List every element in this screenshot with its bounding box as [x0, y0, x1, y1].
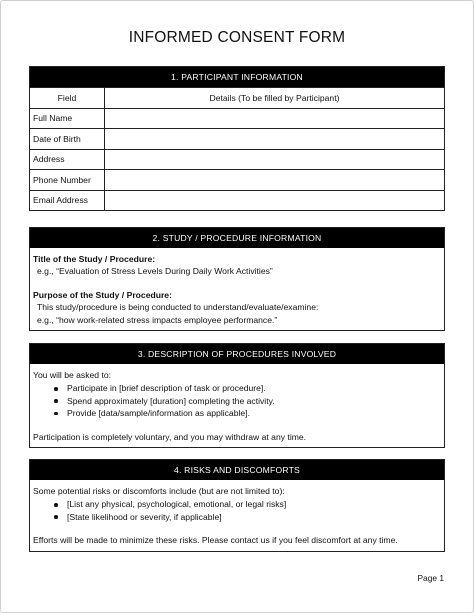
study-purpose-label: Purpose of the Study / Procedure: — [33, 289, 172, 300]
list-item: Provide [data/sample/information as applicable]. — [67, 407, 441, 419]
section-3-heading: 3. DESCRIPTION OF PROCEDURES INVOLVED — [30, 344, 444, 364]
risks-section — [29, 459, 445, 552]
page-number: Page 1 — [417, 573, 444, 583]
table-row — [30, 149, 444, 170]
risks-list — [33, 498, 441, 523]
section-4-heading: 4. RISKS AND DISCOMFORTS — [30, 460, 444, 480]
study-information-section — [29, 227, 445, 331]
table-header-row — [30, 88, 444, 109]
list-item: Spend approximately [duration] completing the activity. — [67, 395, 441, 407]
section-4-body — [30, 480, 444, 551]
table-row — [30, 108, 444, 129]
procedures-intro: You will be asked to: — [33, 370, 112, 380]
participant-info-table — [30, 87, 444, 210]
section-1-heading: 1. PARTICIPANT INFORMATION — [30, 67, 444, 87]
column-header-field: Field — [30, 88, 105, 109]
date-of-birth-field[interactable] — [105, 129, 445, 150]
full-name-field[interactable] — [105, 108, 445, 129]
form-title: INFORMED CONSENT FORM — [128, 29, 346, 46]
study-title-label: Title of the Study / Procedure: — [33, 254, 156, 264]
list-item: [List any physical, psychological, emotional, or legal risks] — [67, 498, 441, 510]
participation-note: Participation is completely voluntary, and you may withdraw at any time. — [33, 431, 307, 442]
section-3-body — [30, 364, 444, 447]
field-label-phone-number: Phone Number — [30, 170, 105, 191]
table-row — [30, 190, 444, 210]
section-2-heading: 2. STUDY / PROCEDURE INFORMATION — [30, 228, 444, 248]
table-row — [30, 129, 444, 150]
procedures-list — [33, 382, 441, 419]
phone-number-field[interactable] — [105, 170, 445, 191]
table-row — [30, 170, 444, 191]
address-field[interactable] — [105, 149, 445, 170]
section-2-body — [30, 248, 444, 330]
field-label-email-address: Email Address — [30, 190, 105, 210]
risks-intro: Some potential risks or discomforts include (but are not limited to): — [33, 486, 285, 496]
risks-note: Efforts will be made to minimize these risks. Please contact us if you feel discomfort at any time. — [33, 535, 398, 546]
participant-information-section — [29, 66, 445, 211]
study-title-example: e.g., “Evaluation of Stress Levels During Daily Work Activities” — [37, 266, 273, 277]
field-label-address: Address — [30, 149, 105, 170]
field-label-full-name: Full Name — [30, 108, 105, 129]
procedures-section — [29, 343, 445, 448]
study-purpose-text: This study/procedure is being conducted to understand/evaluate/examine: — [37, 302, 319, 313]
column-header-details: Details (To be filled by Participant) — [105, 88, 445, 109]
list-item: [State likelihood or severity, if applicable] — [67, 511, 441, 523]
email-address-field[interactable] — [105, 190, 445, 210]
list-item: Participate in [brief description of task or procedure]. — [67, 382, 441, 394]
study-purpose-example: e.g., “how work-related stress impacts employee performance.” — [37, 314, 278, 325]
field-label-date-of-birth: Date of Birth — [30, 129, 105, 150]
